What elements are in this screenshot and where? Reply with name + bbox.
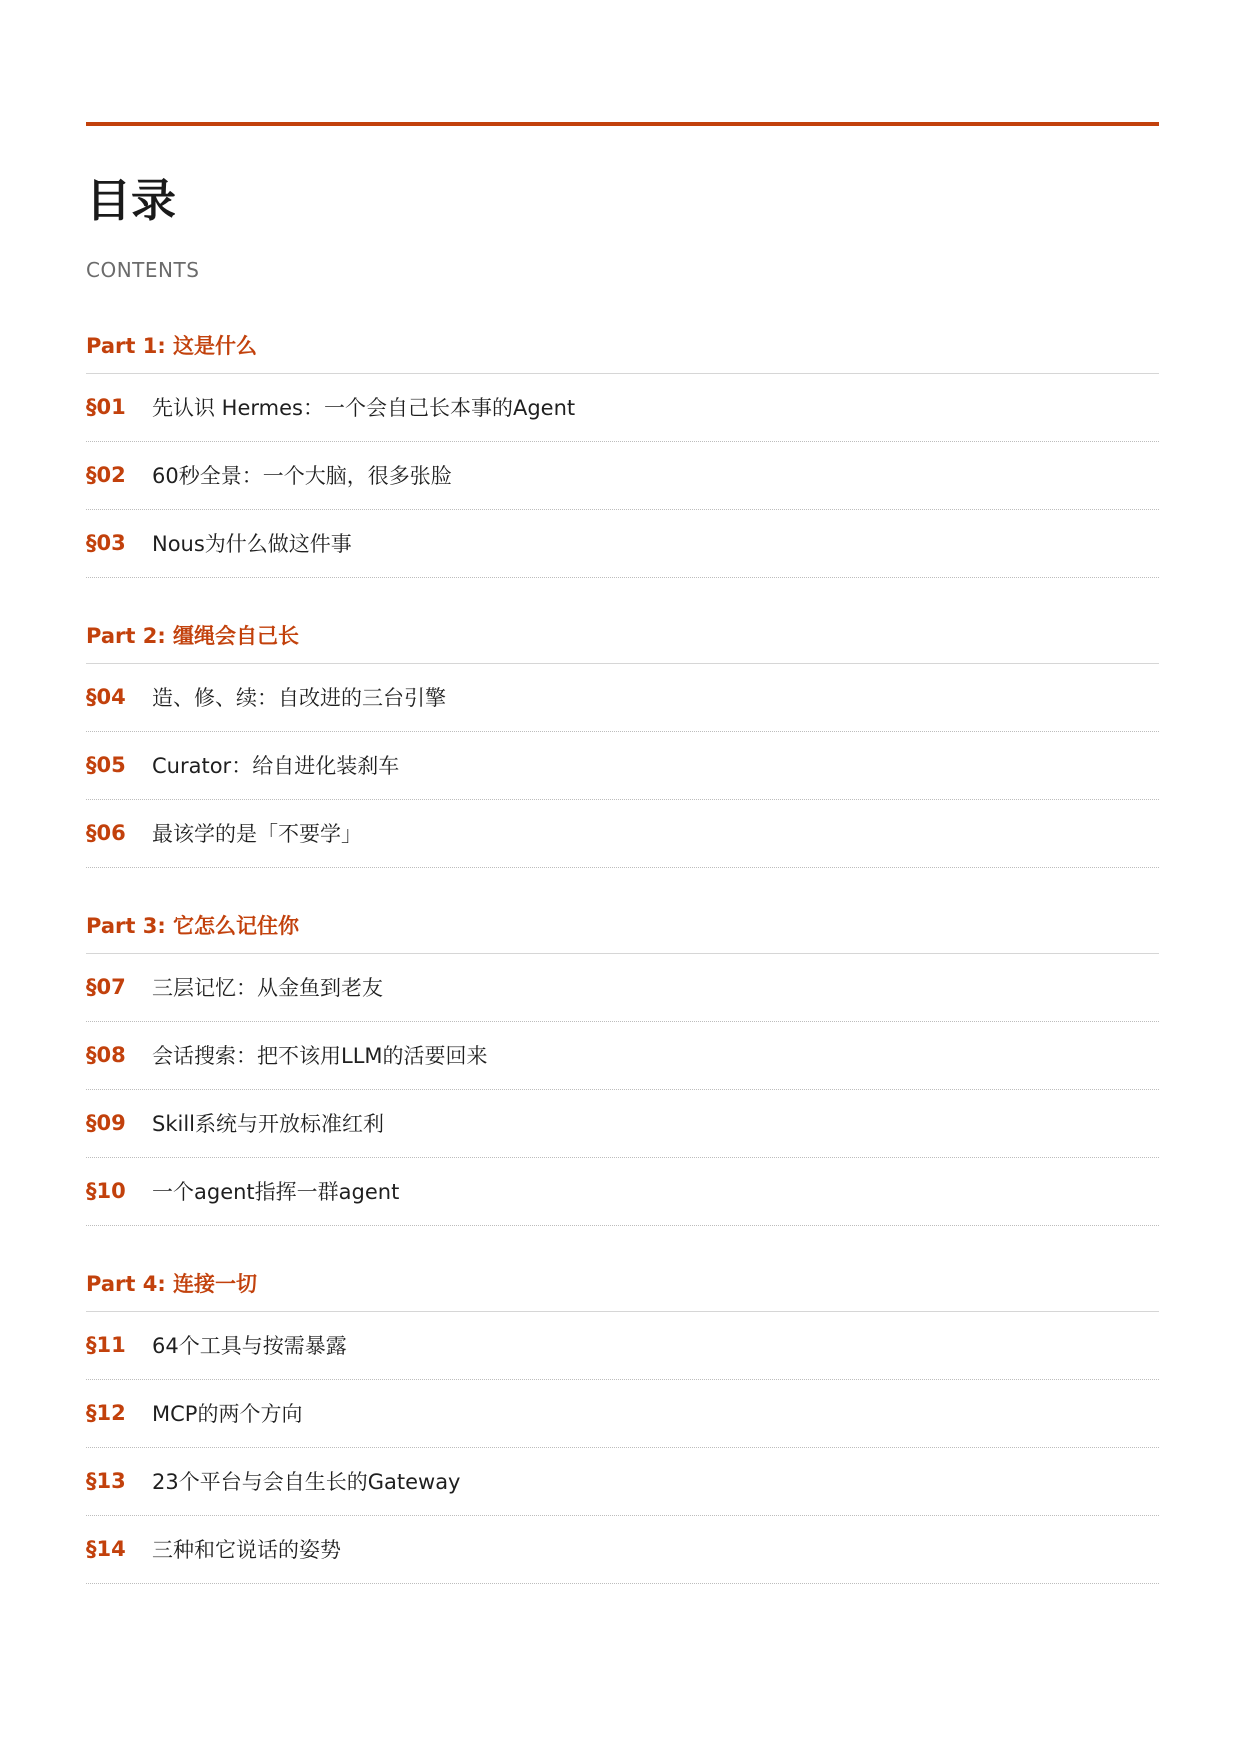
toc-part-1 <box>86 326 1159 578</box>
section-title: 23个平台与会自生长的Gateway <box>152 1470 461 1494</box>
top-accent-rule <box>86 122 1159 126</box>
toc-entry[interactable] <box>86 954 1159 1022</box>
section-title: 最该学的是「不要学」 <box>152 822 362 846</box>
toc-page <box>86 122 1159 1584</box>
section-title: 会话搜索：把不该用LLM的活要回来 <box>152 1044 488 1068</box>
section-title: Curator：给自进化装刹车 <box>152 754 400 778</box>
section-title: 造、修、续：自改进的三台引擎 <box>152 686 446 710</box>
section-number: §13 <box>86 1469 126 1493</box>
toc-part-4 <box>86 1264 1159 1584</box>
toc-entry[interactable] <box>86 1090 1159 1158</box>
section-number: §03 <box>86 531 126 555</box>
toc-entry[interactable] <box>86 800 1159 868</box>
section-number: §05 <box>86 753 126 777</box>
section-number: §09 <box>86 1111 126 1135</box>
section-number: §01 <box>86 395 126 419</box>
part-header: Part 3: 它怎么记住你 <box>86 906 1159 954</box>
toc-entry[interactable] <box>86 664 1159 732</box>
section-title: 三层记忆：从金鱼到老友 <box>152 976 383 1000</box>
toc-entry[interactable] <box>86 1022 1159 1090</box>
section-number: §08 <box>86 1043 126 1067</box>
section-title: 先认识 Hermes：一个会自己长本事的Agent <box>152 396 576 420</box>
section-title: 三种和它说话的姿势 <box>152 1538 341 1562</box>
page-subtitle: CONTENTS <box>86 257 200 282</box>
page-title: 目录 <box>86 174 177 227</box>
part-header: Part 4: 连接一切 <box>86 1264 1159 1312</box>
toc-part-3 <box>86 906 1159 1226</box>
section-number: §02 <box>86 463 126 487</box>
section-title: MCP的两个方向 <box>152 1402 303 1426</box>
section-number: §06 <box>86 821 126 845</box>
toc-part-2 <box>86 616 1159 868</box>
toc-entry[interactable] <box>86 732 1159 800</box>
toc-entry[interactable] <box>86 510 1159 578</box>
toc-entry[interactable] <box>86 1380 1159 1448</box>
section-number: §11 <box>86 1333 126 1357</box>
section-number: §12 <box>86 1401 126 1425</box>
toc-entry[interactable] <box>86 442 1159 510</box>
section-number: §04 <box>86 685 126 709</box>
section-title: 60秒全景：一个大脑，很多张脸 <box>152 464 452 488</box>
section-number: §10 <box>86 1179 126 1203</box>
section-number: §07 <box>86 975 126 999</box>
section-title: Nous为什么做这件事 <box>152 532 352 556</box>
toc-entry[interactable] <box>86 1448 1159 1516</box>
section-title: 64个工具与按需暴露 <box>152 1334 347 1358</box>
toc-entry[interactable] <box>86 1516 1159 1584</box>
part-header: Part 2: 缰绳会自己长 <box>86 616 1159 664</box>
toc-entry[interactable] <box>86 374 1159 442</box>
toc-entry[interactable] <box>86 1158 1159 1226</box>
part-header: Part 1: 这是什么 <box>86 326 1159 374</box>
section-number: §14 <box>86 1537 126 1561</box>
toc-parts <box>86 326 1159 1584</box>
toc-entry[interactable] <box>86 1312 1159 1380</box>
section-title: Skill系统与开放标准红利 <box>152 1112 384 1136</box>
section-title: 一个agent指挥一群agent <box>152 1180 400 1204</box>
